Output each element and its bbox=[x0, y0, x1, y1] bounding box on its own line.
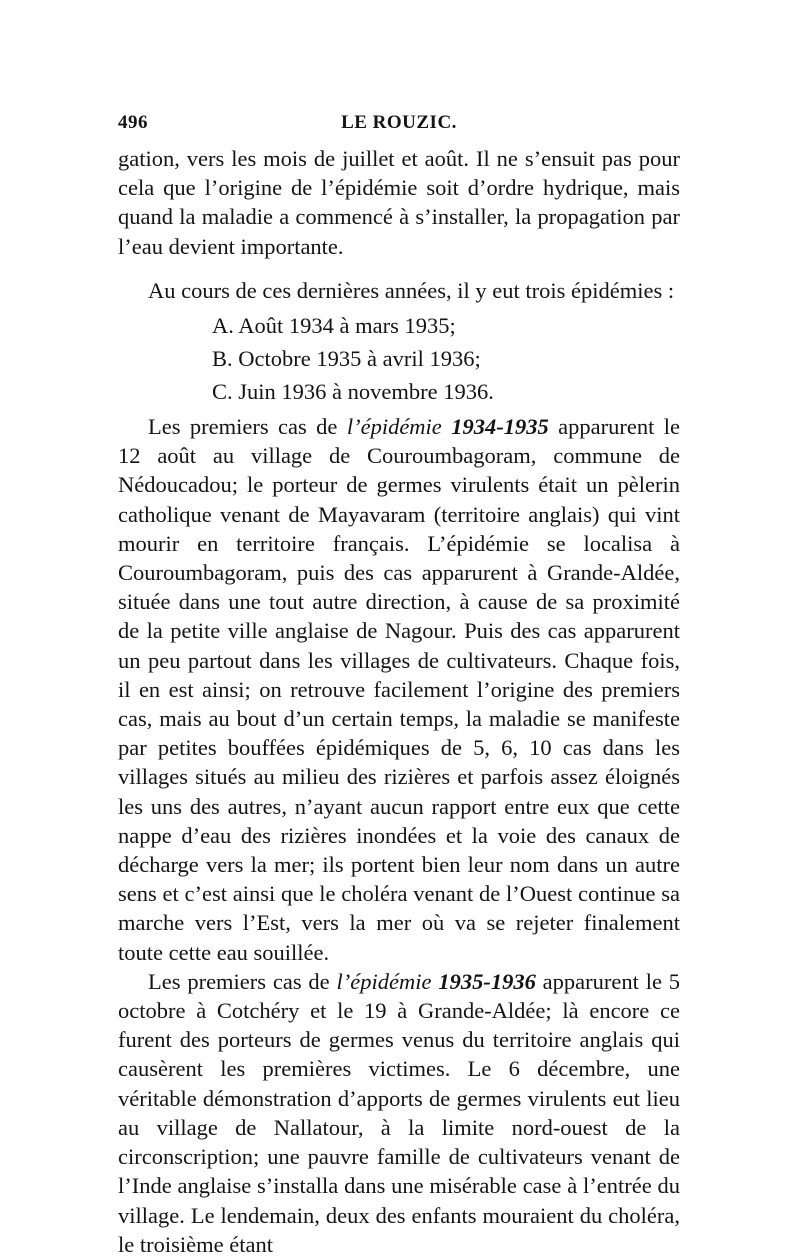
epidemic-label: l’épidémie bbox=[336, 968, 432, 994]
paragraph-continuation: gation, vers les mois de juillet et août. Il ne s’ensuit pas pour cela que l’origine de l’épidémie soit d’ordre hydrique, mais quand la maladie a commencé à s’installer, la propagation par l’eau devient importante. bbox=[118, 146, 680, 259]
epidemic-label: l’épidémie bbox=[346, 414, 442, 440]
epidemic-years: 1934-1935 bbox=[451, 414, 549, 440]
running-head bbox=[118, 112, 680, 144]
paragraph-body-text: apparurent le 5 octobre à Cotchéry et le 19 à Grande-Aldée; là encore ce furent des porteurs de germes venus du territoire anglais qui causèrent les premières victimes. Le 6 décembre, une véritable démonstration d’apports de germes virulents eut lieu au village de Nallatour, à la limite nord-ouest de la circonscription; une pauvre famille de cultivateurs venant de l’Inde anglaise s’installa dans une misérable case à l’entrée du village. Le lendemain, deux des enfants mouraient du choléra, le troisième étant bbox=[118, 968, 681, 1257]
paragraph-epidemics-intro: Au cours de ces dernières années, il y eut trois épidémies : bbox=[148, 277, 675, 303]
paragraph-lead-text: Les premiers cas de bbox=[148, 414, 338, 440]
paragraph-lead-text: Les premiers cas de bbox=[148, 968, 330, 994]
book-page bbox=[118, 112, 680, 1259]
list-item: C. Juin 1936 à novembre 1936. bbox=[212, 379, 494, 405]
paragraph-epidemic-1935 bbox=[118, 967, 680, 1259]
epidemic-list bbox=[118, 309, 680, 408]
paragraph-epidemic-1934 bbox=[118, 412, 680, 967]
running-title: LE ROUZIC. bbox=[341, 112, 457, 133]
paragraph-body-text: apparurent le 12 août au village de Couroumbagoram, commune de Nédoucadou; le porteur de germes virulents était un pèlerin catholique venant de Mayavaram (territoire anglais) qui vint mourir en territoire français. L’épidémie se localisa à Couroumbagoram, puis des cas apparurent à Grande-Aldée, située dans une tout autre direction, à cause de sa proximité de la petite ville anglaise de Nagour. Puis des cas apparurent un peu partout dans les villages de cultivateurs. Chaque fois, il en est ainsi; on retrouve facilement l’origine des premiers cas, mais au bout d’un certain temps, la maladie se manifeste par petites bouffées épidémiques de 5, 6, 10 cas dans les villages situés au milieu des rizières et parfois assez éloignés les uns des autres, n’ayant aucun rapport entre eux que cette nappe d’eau des rizières inondées et la voie des canaux de décharge vers la mer; ils portent bien leur nom dans un autre sens et c’est ainsi que le choléra venant de l’Ouest continue sa marche vers l’Est, vers la mer où va se rejeter finalement toute cette eau souillée. bbox=[118, 414, 681, 965]
list-item: A. Août 1934 à mars 1935; bbox=[212, 313, 456, 339]
epidemic-years: 1935-1936 bbox=[438, 968, 536, 994]
page-number: 496 bbox=[118, 112, 148, 133]
list-item: B. Octobre 1935 à avril 1936; bbox=[212, 346, 481, 372]
